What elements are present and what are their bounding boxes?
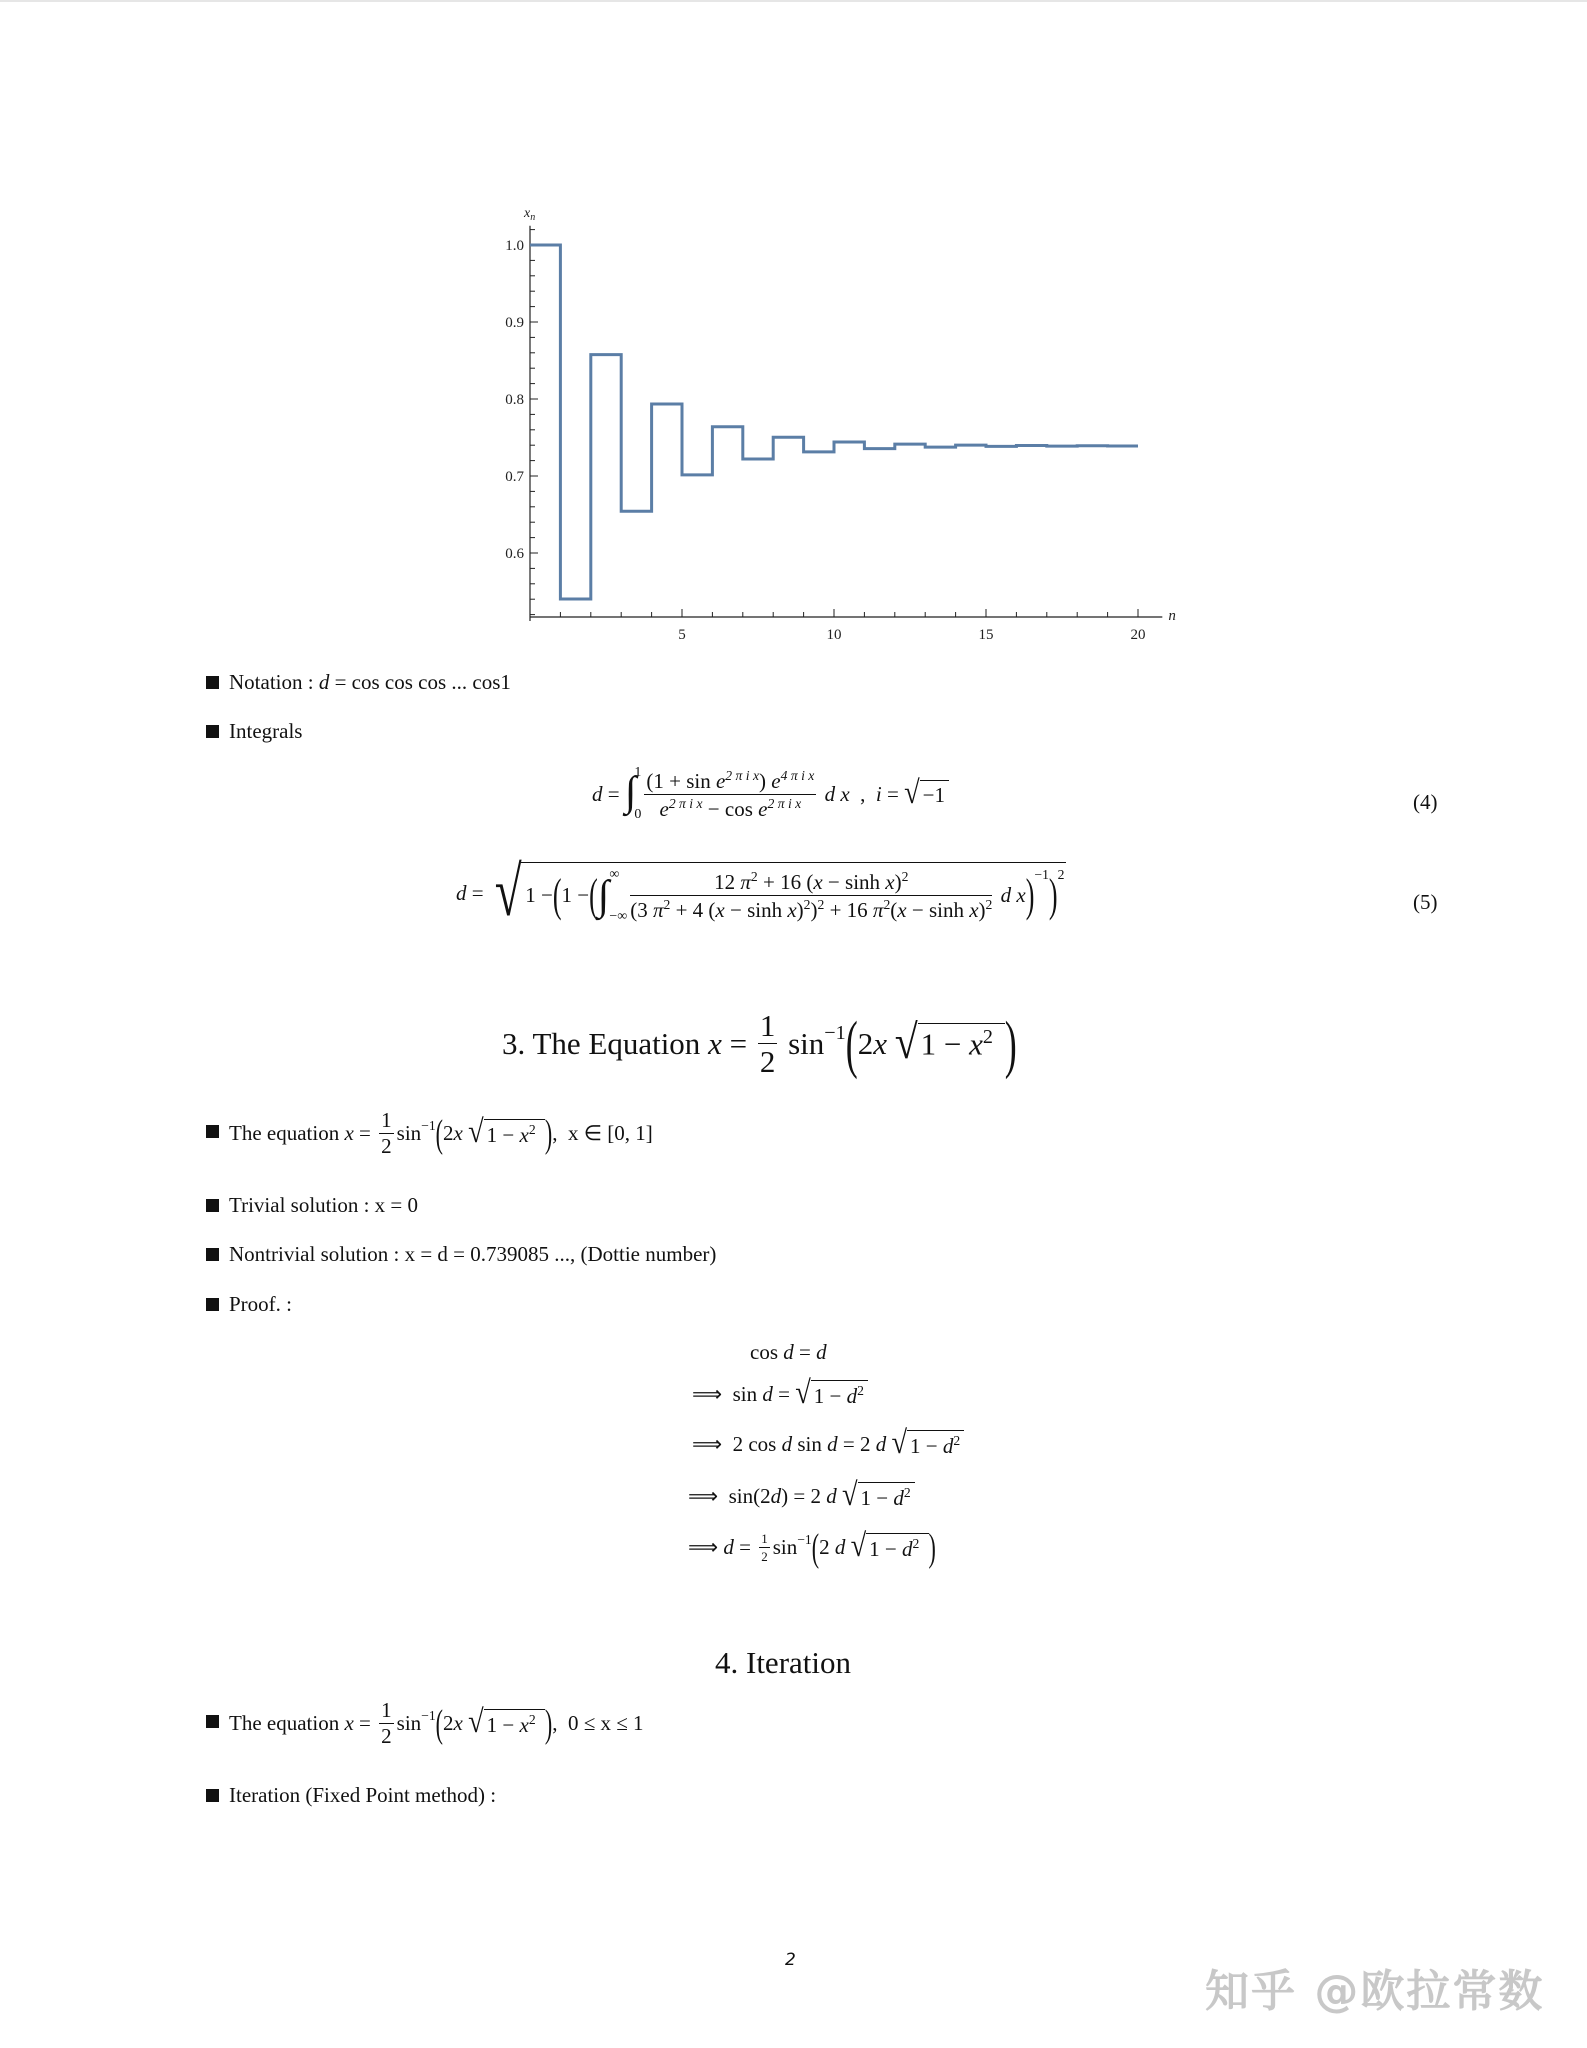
section-3-title: 3. The Equation x = $\frac{1}{2}$ sin $^{-1}$ ( 2 x √ $1 - x^2$ ) [502,1007,1017,1080]
iteration-equation-label: The equation [229,1711,345,1735]
trivial-expr: x = 0 [374,1193,419,1217]
equation-number-4: (4) [1413,790,1438,814]
x-tick-label: 20 [1130,627,1146,643]
bullet-proof [206,1292,292,1317]
bullet-square-icon [206,1125,219,1138]
bullet-square-icon [206,1248,219,1261]
nontrivial-expr: x = d = 0.739085 ..., (Dottie number) [404,1242,717,1266]
proof-line-5: ⟹ d = $\frac{1}{2}$ sin $^{-1}$ ( 2 d √ $1 - d^2$ ) [688,1524,936,1570]
y-tick-label: 0.6 [505,546,524,562]
iteration-step-chart [480,190,1200,650]
bullet-iteration-equation: The equation x = $\frac{1}{2}$ sin $^{-1}$ ( 2 x √ $1 - x^2$ ) , 0 ≤ x ≤ 1 [206,1700,644,1747]
equation-number-5: (5) [1413,890,1438,914]
bullet-notation: Notation : d = cos cos cos ... cos1 [206,670,511,695]
bullet-iteration-method [206,1783,496,1808]
y-axis-label: $x_n$ [524,206,536,223]
integrals-label: Integrals [229,719,303,743]
y-tick-label: 1.0 [505,238,524,254]
x-axis-label: n [1168,608,1176,624]
y-tick-label: 0.7 [505,469,524,485]
section-3-title-text: 3. The Equation [502,1025,709,1061]
proof-line-2: ⟹ sin d = √ $1 - d^2$ [692,1380,868,1409]
domain-text: , 0 ≤ x ≤ 1 [552,1711,644,1735]
proof-line-1: cos d = d [750,1340,827,1364]
domain-text: , x ∈ [0, 1] [552,1121,653,1145]
page-number: 2 [785,1950,796,1970]
x-tick-label: 10 [826,627,842,643]
nontrivial-label: Nontrivial solution : [229,1242,405,1266]
the-equation-label: The equation [229,1121,345,1145]
iteration-method-label: Iteration (Fixed Point method) : [229,1783,497,1807]
y-tick-label: 0.8 [505,392,524,408]
y-tick-label: 0.9 [505,315,524,331]
bullet-square-icon [206,725,219,738]
proof-line-4: ⟹ sin(2 d ) = 2 d √ $1 - d^2$ [688,1482,915,1511]
bullet-square-icon [206,1199,219,1212]
bullet-nontrivial-solution [206,1242,716,1267]
trivial-label: Trivial solution : [229,1193,375,1217]
notation-label: Notation : [229,670,319,694]
integral-lower-bound: 0 [634,807,642,822]
bullet-the-equation: The equation x = $\frac{1}{2}$ sin $^{-1}$ ( 2 x √ $1 - x^2$ ) , x ∈ [0, 1] [206,1110,653,1157]
x-tick-label: 15 [978,627,994,643]
x-tick-label: 5 [678,627,686,643]
bullet-square-icon [206,1298,219,1311]
step-series-line [530,245,1138,599]
integral-upper-bound: 1 [634,765,642,780]
bullet-trivial-solution [206,1193,418,1218]
proof-line-3: ⟹ 2 cos d sin d = 2 d √ $1 - d^2$ [692,1430,964,1459]
integral-lower-bound: −∞ [609,908,628,924]
bullet-square-icon [206,1789,219,1802]
equation-5: d = √ 1 − ( 1 − ( ∫ ∞ −∞ $\frac{12 \pi^2 + 16 (x - \sinh x)^2}{(3 \pi^2 + 4 (x - \sinh x)^2)^2 + 16 \pi^2(x - \sinh x)^2}$ d x ) $^{-1}$ ) $^2$ [456,854,1065,931]
section-4-title: 4. Iteration [715,1645,852,1680]
bullet-square-icon [206,1715,219,1728]
watermark: 知乎 @欧拉常数 [1205,1966,1545,2017]
proof-label: Proof. : [229,1292,292,1316]
equation-4: d = ∫ 1 0 $\frac{(1 + \sin e^{2 \pi i x}) e^{4 \pi i x}}{e^{2 \pi i x} - \cos e^{2 \pi i x}}$ d x , i = √ −1 [592,765,949,823]
top-border [0,0,1587,2]
bullet-integrals [206,719,302,744]
integral-upper-bound: ∞ [609,866,620,882]
bullet-square-icon [206,676,219,689]
